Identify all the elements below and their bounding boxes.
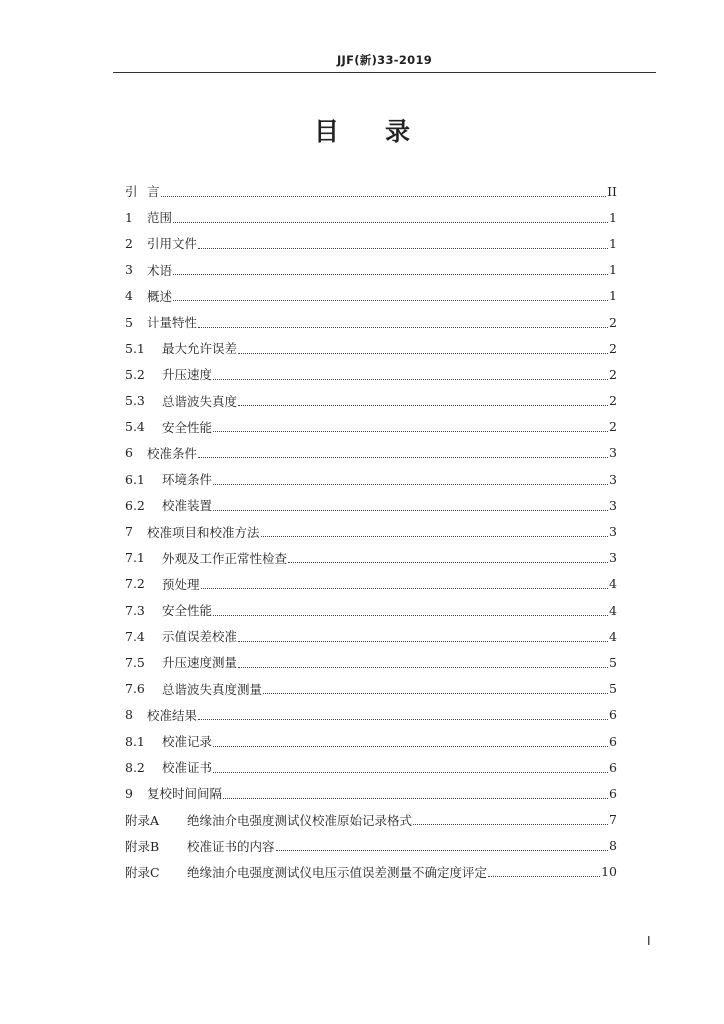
- toc-entry-number: 7.6: [125, 681, 145, 697]
- toc-leader-dots: [276, 850, 608, 851]
- toc-entry-number: 9: [125, 785, 133, 801]
- toc-entry-page: 2: [609, 314, 617, 330]
- toc-entry-number: 5.3: [125, 393, 145, 409]
- toc-entry[interactable]: [125, 597, 617, 623]
- toc-entry-label: 校准证书的内容: [187, 838, 275, 854]
- toc-entry-number: 1: [125, 209, 133, 225]
- toc-leader-dots: [173, 222, 608, 223]
- toc-entry[interactable]: [125, 702, 617, 728]
- toc-entry-number: 6: [125, 445, 133, 461]
- toc-entry-number: 附录C: [125, 864, 160, 880]
- toc-entry-page: 8: [609, 838, 617, 854]
- toc-entry[interactable]: [125, 545, 617, 571]
- toc-entry-number: 7: [125, 524, 133, 540]
- toc-entry-label: 校准条件: [147, 445, 198, 461]
- toc-entry[interactable]: [125, 361, 617, 387]
- toc-entry-page: 3: [609, 497, 617, 513]
- toc-entry-page: 4: [609, 628, 617, 644]
- toc-leader-dots: [213, 484, 608, 485]
- toc-entry-page: 1: [609, 288, 617, 304]
- toc-entry-page: 10: [601, 864, 617, 880]
- toc-entry[interactable]: [125, 676, 617, 702]
- toc-leader-dots: [488, 876, 600, 877]
- toc-leader-dots: [213, 772, 608, 773]
- toc-entry[interactable]: [125, 833, 617, 859]
- toc-entry-label: 外观及工作正常性检查: [162, 550, 288, 566]
- toc-entry-number: 附录A: [125, 812, 160, 828]
- toc-entry[interactable]: [125, 518, 617, 544]
- toc-entry-label: 示值误差校准: [162, 629, 238, 645]
- toc-entry[interactable]: [125, 623, 617, 649]
- toc-entry-label: 绝缘油介电强度测试仪校准原始记录格式: [187, 812, 413, 828]
- toc-entry[interactable]: [125, 807, 617, 833]
- toc-entry-page: 6: [609, 759, 617, 775]
- toc-entry-number: 5.2: [125, 366, 145, 382]
- toc-entry-label: 最大允许误差: [162, 341, 238, 357]
- toc-entry-label: 环境条件: [162, 472, 213, 488]
- toc-entry-label: 升压速度测量: [162, 655, 238, 671]
- toc-leader-dots: [261, 536, 608, 537]
- toc-entry-number: 4: [125, 288, 133, 304]
- toc-entry-number: 2: [125, 235, 133, 251]
- toc-entry[interactable]: [125, 204, 617, 230]
- toc-entry-page: 4: [609, 576, 617, 592]
- toc-entry[interactable]: [125, 257, 617, 283]
- toc-entry[interactable]: [125, 466, 617, 492]
- page-title: 目录: [313, 117, 456, 146]
- page-number: I: [647, 934, 651, 948]
- toc-entry-label: 复校时间间隔: [147, 786, 223, 802]
- toc-leader-dots: [238, 641, 608, 642]
- toc-leader-dots: [173, 274, 608, 275]
- toc-entry-page: 3: [609, 550, 617, 566]
- toc-entry-number: 7.2: [125, 576, 145, 592]
- toc-entry-number: 8.1: [125, 733, 145, 749]
- toc-entry-number: 6.1: [125, 471, 145, 487]
- toc-leader-dots: [213, 615, 608, 616]
- toc-entry-label: 术语: [147, 262, 173, 278]
- toc-entry-page: 2: [609, 393, 617, 409]
- toc-leader-dots: [213, 746, 608, 747]
- toc-entry-page: 2: [609, 419, 617, 435]
- toc-entry[interactable]: [125, 178, 617, 204]
- toc-entry-label: 安全性能: [162, 603, 213, 619]
- toc-entry-number: 7.1: [125, 550, 145, 566]
- toc-leader-dots: [213, 431, 608, 432]
- toc-entry-label: 总谐波失真度: [162, 393, 238, 409]
- toc-entry-page: 2: [609, 366, 617, 382]
- toc-leader-dots: [173, 300, 608, 301]
- toc-entry[interactable]: [125, 414, 617, 440]
- toc-leader-dots: [201, 588, 608, 589]
- toc-entry-number: 3: [125, 262, 133, 278]
- toc-entry-page: 2: [609, 340, 617, 356]
- toc-entry-label: 校准记录: [162, 734, 213, 750]
- toc-leader-dots: [213, 510, 608, 511]
- toc-leader-dots: [198, 248, 608, 249]
- toc-leader-dots: [198, 719, 608, 720]
- toc-entry-number: 5.1: [125, 340, 145, 356]
- toc-entry[interactable]: [125, 754, 617, 780]
- toc-entry-number: 5.4: [125, 419, 145, 435]
- toc-leader-dots: [198, 327, 608, 328]
- toc-entry[interactable]: [125, 440, 617, 466]
- toc-entry-label: 引用文件: [147, 236, 198, 252]
- toc-entry[interactable]: [125, 283, 617, 309]
- toc-entry-label: 预处理: [162, 576, 200, 592]
- table-of-contents: [125, 178, 617, 885]
- toc-entry-page: 5: [609, 681, 617, 697]
- toc-entry-number: 7.5: [125, 654, 145, 670]
- toc-entry-page: 6: [609, 785, 617, 801]
- toc-entry-number: 7.3: [125, 602, 145, 618]
- toc-entry-page: 5: [609, 654, 617, 670]
- toc-entry-page: 6: [609, 707, 617, 723]
- toc-entry-label: 计量特性: [147, 315, 198, 331]
- toc-leader-dots: [263, 693, 608, 694]
- toc-entry-page: 7: [609, 812, 617, 828]
- toc-entry[interactable]: [125, 571, 617, 597]
- toc-leader-dots: [238, 353, 608, 354]
- toc-leader-dots: [223, 798, 608, 799]
- toc-entry-label: 总谐波失真度测量: [162, 681, 263, 697]
- toc-entry-page: 3: [609, 524, 617, 540]
- toc-entry-number: 引: [125, 184, 138, 200]
- toc-entry-number: 5: [125, 314, 133, 330]
- toc-leader-dots: [213, 379, 608, 380]
- toc-entry-page: 4: [609, 602, 617, 618]
- toc-entry-page: 3: [609, 471, 617, 487]
- toc-entry-label: 校准项目和校准方法: [147, 524, 260, 540]
- toc-entry[interactable]: [125, 859, 617, 885]
- toc-entry[interactable]: [125, 309, 617, 335]
- toc-entry-label: 校准证书: [162, 760, 213, 776]
- toc-entry[interactable]: [125, 780, 617, 806]
- toc-entry-page: 1: [609, 235, 617, 251]
- toc-entry-label: 绝缘油介电强度测试仪电压示值误差测量不确定度评定: [187, 864, 488, 880]
- toc-entry-page: 3: [609, 445, 617, 461]
- toc-entry[interactable]: [125, 335, 617, 361]
- toc-entry[interactable]: [125, 728, 617, 754]
- toc-entry-label: 言: [147, 184, 160, 200]
- toc-entry[interactable]: [125, 649, 617, 675]
- toc-entry-number: 附录B: [125, 838, 160, 854]
- toc-entry-label: 校准装置: [162, 498, 213, 514]
- toc-entry-label: 升压速度: [162, 367, 213, 383]
- toc-entry-label: 校准结果: [147, 707, 198, 723]
- toc-entry-number: 6.2: [125, 497, 145, 513]
- toc-entry[interactable]: [125, 388, 617, 414]
- toc-entry-page: 6: [609, 733, 617, 749]
- toc-leader-dots: [161, 196, 607, 197]
- toc-entry[interactable]: [125, 230, 617, 256]
- toc-leader-dots: [238, 405, 608, 406]
- toc-entry[interactable]: [125, 492, 617, 518]
- toc-entry-page: 1: [609, 209, 617, 225]
- toc-entry-number: 8.2: [125, 759, 145, 775]
- toc-leader-dots: [198, 457, 608, 458]
- toc-entry-number: 7.4: [125, 628, 145, 644]
- toc-leader-dots: [413, 824, 608, 825]
- toc-leader-dots: [288, 562, 608, 563]
- toc-entry-page: 1: [609, 262, 617, 278]
- running-header: [113, 52, 656, 73]
- toc-entry-number: 8: [125, 707, 133, 723]
- toc-entry-label: 概述: [147, 288, 173, 304]
- toc-entry-label: 范围: [147, 210, 173, 226]
- toc-entry-label: 安全性能: [162, 419, 213, 435]
- toc-entry-page: II: [607, 183, 617, 199]
- toc-leader-dots: [238, 667, 608, 668]
- standard-code: JJF(新)33-2019: [336, 53, 433, 67]
